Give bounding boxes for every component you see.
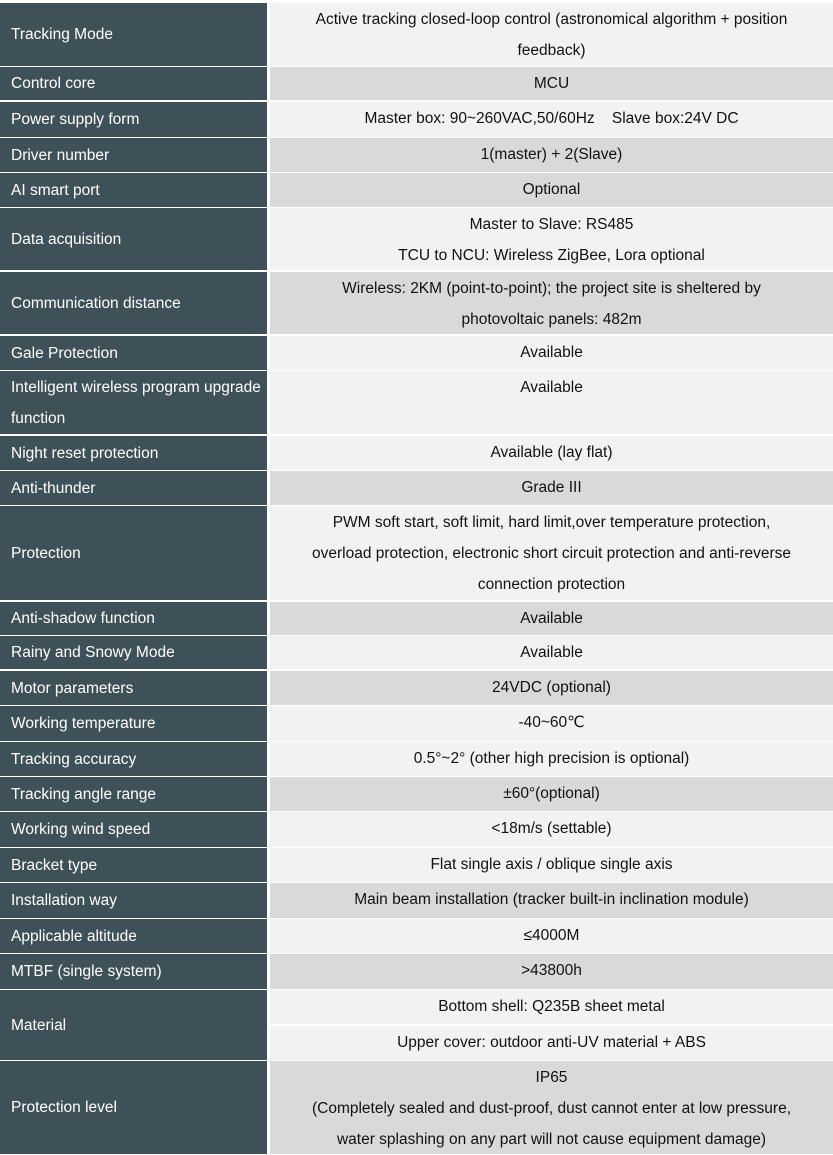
spec-row-communication-distance — [0, 272, 833, 334]
spec-value-line: 1(master) + 2(Slave) — [480, 146, 623, 163]
spec-value — [270, 208, 833, 270]
spec-label: Working wind speed — [0, 812, 269, 847]
spec-value — [270, 102, 833, 137]
spec-label: Intelligent wireless program upgrade function — [0, 371, 269, 434]
spec-row-protection-level — [0, 1061, 833, 1154]
spec-row-motor-parameters — [0, 671, 833, 705]
spec-value-subcell: Upper cover: outdoor anti-UV material + ABS — [270, 1026, 833, 1060]
spec-value-line: Flat single axis / oblique single axis — [430, 856, 673, 873]
spec-row-anti-shadow-function — [0, 602, 833, 635]
spec-value — [270, 636, 833, 669]
spec-value-line: connection protection — [477, 576, 626, 593]
spec-row-power-supply-form — [0, 102, 833, 137]
spec-value-line: Main beam installation (tracker built-in inclination module) — [354, 891, 749, 908]
spec-label: Tracking accuracy — [0, 742, 269, 776]
spec-label: Control core — [0, 67, 269, 100]
spec-row-mtbf-single-system — [0, 954, 833, 989]
spec-value — [270, 3, 833, 66]
spec-row-anti-thunder — [0, 471, 833, 505]
spec-label: Anti-shadow function — [0, 602, 269, 635]
spec-label: Power supply form — [0, 102, 269, 137]
spec-value-line: Available — [520, 379, 583, 396]
spec-value-line: (Completely sealed and dust-proof, dust cannot enter at low pressure, — [311, 1100, 792, 1117]
spec-value-line: MCU — [533, 75, 570, 92]
spec-value — [270, 848, 833, 882]
spec-row-control-core — [0, 67, 833, 100]
spec-label: Driver number — [0, 138, 269, 172]
spec-value — [270, 1061, 833, 1154]
spec-label: Working temperature — [0, 706, 269, 741]
spec-value-line: Available — [520, 644, 583, 661]
spec-label: AI smart port — [0, 173, 269, 207]
spec-row-protection — [0, 506, 833, 600]
spec-label: Motor parameters — [0, 671, 269, 705]
spec-value — [270, 436, 833, 470]
spec-value — [270, 173, 833, 207]
spec-value-line: Available — [520, 610, 583, 627]
spec-label: Rainy and Snowy Mode — [0, 636, 269, 669]
spec-label: Tracking Mode — [0, 3, 269, 66]
spec-value-line: PWM soft start, soft limit, hard limit,over temperature protection, — [332, 514, 771, 531]
spec-row-data-acquisition — [0, 208, 833, 270]
spec-value-line: Master to Slave: RS485 — [469, 216, 634, 233]
spec-value-line: TCU to NCU: Wireless ZigBee, Lora optional — [398, 247, 705, 264]
spec-value — [270, 602, 833, 635]
spec-value-line: feedback) — [517, 42, 586, 59]
spec-value-line: Wireless: 2KM (point-to-point); the project site is sheltered by — [342, 280, 761, 297]
spec-label: Communication distance — [0, 272, 269, 334]
spec-label: Protection — [0, 506, 269, 600]
spec-row-working-temperature — [0, 706, 833, 741]
spec-row-ai-smart-port — [0, 173, 833, 207]
spec-label: Anti-thunder — [0, 471, 269, 505]
spec-value — [270, 272, 833, 334]
spec-label: Data acquisition — [0, 208, 269, 270]
spec-value — [270, 706, 833, 741]
spec-label: Installation way — [0, 883, 269, 918]
spec-label: Protection level — [0, 1061, 269, 1154]
spec-value-line: -40~60℃ — [518, 714, 585, 731]
spec-value — [270, 67, 833, 100]
spec-row-driver-number — [0, 138, 833, 172]
spec-label: Material — [0, 990, 269, 1060]
spec-row-night-reset-protection — [0, 436, 833, 470]
spec-value-line: ±60°(optional) — [503, 785, 600, 802]
spec-row-material — [0, 990, 833, 1060]
spec-value-subcell: Bottom shell: Q235B sheet metal — [270, 990, 833, 1024]
spec-row-working-wind-speed — [0, 812, 833, 847]
spec-value-line: IP65 — [535, 1069, 568, 1086]
spec-label: Bracket type — [0, 848, 269, 882]
spec-row-installation-way — [0, 883, 833, 918]
spec-value — [270, 371, 833, 434]
spec-value — [270, 990, 833, 1060]
spec-value-line: Master box: 90~260VAC,50/60Hz Slave box:24V DC — [364, 110, 739, 127]
spec-value-line: photovoltaic panels: 482m — [461, 311, 642, 328]
spec-value-line: overload protection, electronic short circuit protection and anti-reverse — [311, 545, 792, 562]
spec-label: MTBF (single system) — [0, 954, 269, 989]
spec-row-tracking-mode — [0, 3, 833, 66]
spec-label: Gale Protection — [0, 336, 269, 370]
spec-value — [270, 671, 833, 705]
spec-value — [270, 883, 833, 918]
spec-label: Night reset protection — [0, 436, 269, 470]
spec-value-line: Optional — [522, 181, 581, 198]
spec-value-line: ≤4000M — [523, 927, 580, 944]
spec-row-tracking-angle-range — [0, 777, 833, 811]
spec-value-line: Available — [520, 344, 583, 361]
spec-value-line: 0.5°~2° (other high precision is optional) — [413, 750, 690, 767]
spec-row-rainy-and-snowy-mode — [0, 636, 833, 669]
spec-value-line: <18m/s (settable) — [491, 820, 612, 837]
spec-row-intelligent-wireless-program-upgrade-function — [0, 371, 833, 434]
spec-value — [270, 138, 833, 172]
spec-value-line: 24VDC (optional) — [492, 679, 611, 696]
spec-row-tracking-accuracy — [0, 742, 833, 776]
spec-label: Applicable altitude — [0, 919, 269, 953]
spec-value — [270, 506, 833, 600]
spec-value — [270, 471, 833, 505]
spec-row-applicable-altitude — [0, 919, 833, 953]
spec-value-line: Grade III — [521, 479, 582, 496]
spec-value — [270, 336, 833, 370]
spec-value — [270, 919, 833, 953]
spec-value-line: >43800h — [521, 962, 582, 979]
spec-value-line: Active tracking closed-loop control (astronomical algorithm + position — [315, 11, 788, 28]
spec-label: Tracking angle range — [0, 777, 269, 811]
spec-value-line: water splashing on any part will not cause equipment damage) — [336, 1131, 767, 1148]
spec-value-line: Available (lay flat) — [490, 444, 613, 461]
spec-row-gale-protection — [0, 336, 833, 370]
spec-value — [270, 742, 833, 776]
spec-row-bracket-type — [0, 848, 833, 882]
spec-value — [270, 812, 833, 847]
spec-value — [270, 777, 833, 811]
spec-value — [270, 954, 833, 989]
